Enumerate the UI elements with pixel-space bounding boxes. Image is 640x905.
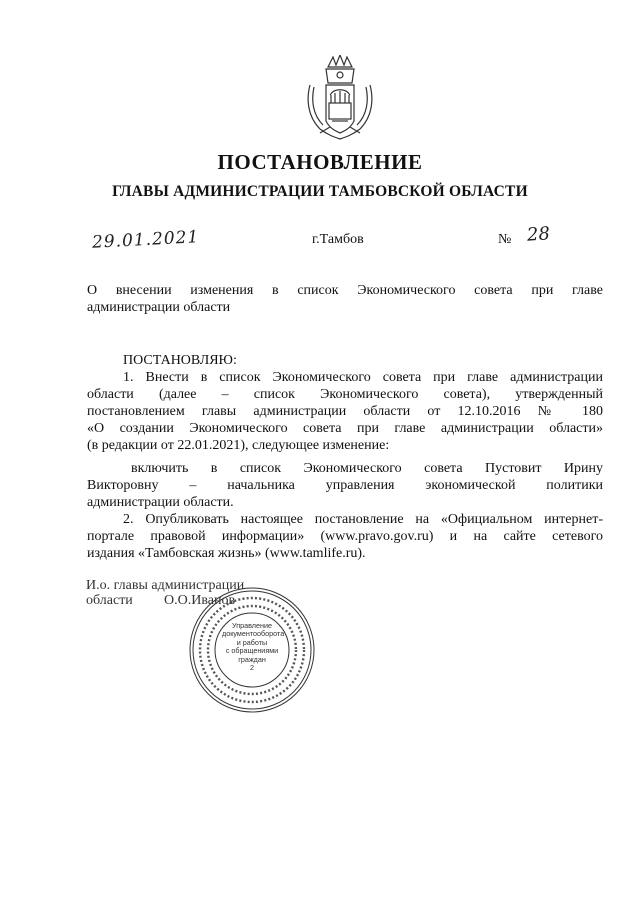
decree-heading: ПОСТАНОВЛЯЮ:	[123, 353, 237, 368]
signatory-position-cont: области	[86, 593, 133, 608]
item1-line: области (далее – список Экономического совета), утвержденный	[87, 387, 603, 402]
item2-line: издания «Тамбовская жизнь» (www.tamlife.ru).	[87, 546, 366, 561]
item1-line: (в редакции от 22.01.2021), следующее изменение:	[87, 438, 390, 453]
handwritten-date: 29.01.2021	[91, 227, 200, 253]
item1-line: «О создании Экономического совета при главе администрации области»	[87, 421, 603, 436]
change-line: включить в список Экономического совета Пустовит Ирину	[131, 461, 603, 476]
signatory-name: О.О.Иванов	[164, 593, 236, 608]
document-title: ПОСТАНОВЛЕНИЕ	[217, 150, 423, 174]
item2-line: портале правовой информации» (www.pravo.gov.ru) и на сайте сетевого	[87, 529, 603, 544]
number-label: №	[498, 232, 512, 247]
document-subtitle: ГЛАВЫ АДМИНИСТРАЦИИ ТАМБОВСКОЙ ОБЛАСТИ	[112, 183, 528, 200]
item1-line: 1. Внести в список Экономического совета при главе администрации	[123, 370, 603, 385]
subject-line: О внесении изменения в список Экономического совета при главе	[87, 283, 603, 298]
change-line: Викторовну – начальника управления экономической политики	[87, 478, 603, 493]
signatory-position: И.о. главы администрации	[86, 578, 245, 593]
item1-line: постановлением главы администрации области от 12.10.2016 № 180	[87, 404, 603, 419]
handwritten-number: 28	[526, 223, 551, 246]
subject-line: администрации области	[87, 300, 231, 315]
stamp-center-text: Управление документооборота и работы с обращениями граждан 2	[222, 621, 285, 673]
tambov-coat-of-arms-emblem	[300, 55, 380, 141]
change-line: администрации области.	[87, 495, 234, 510]
city: г.Тамбов	[312, 232, 364, 247]
item2-line: 2. Опубликовать настоящее постановление на «Официальном интернет-	[123, 512, 603, 527]
